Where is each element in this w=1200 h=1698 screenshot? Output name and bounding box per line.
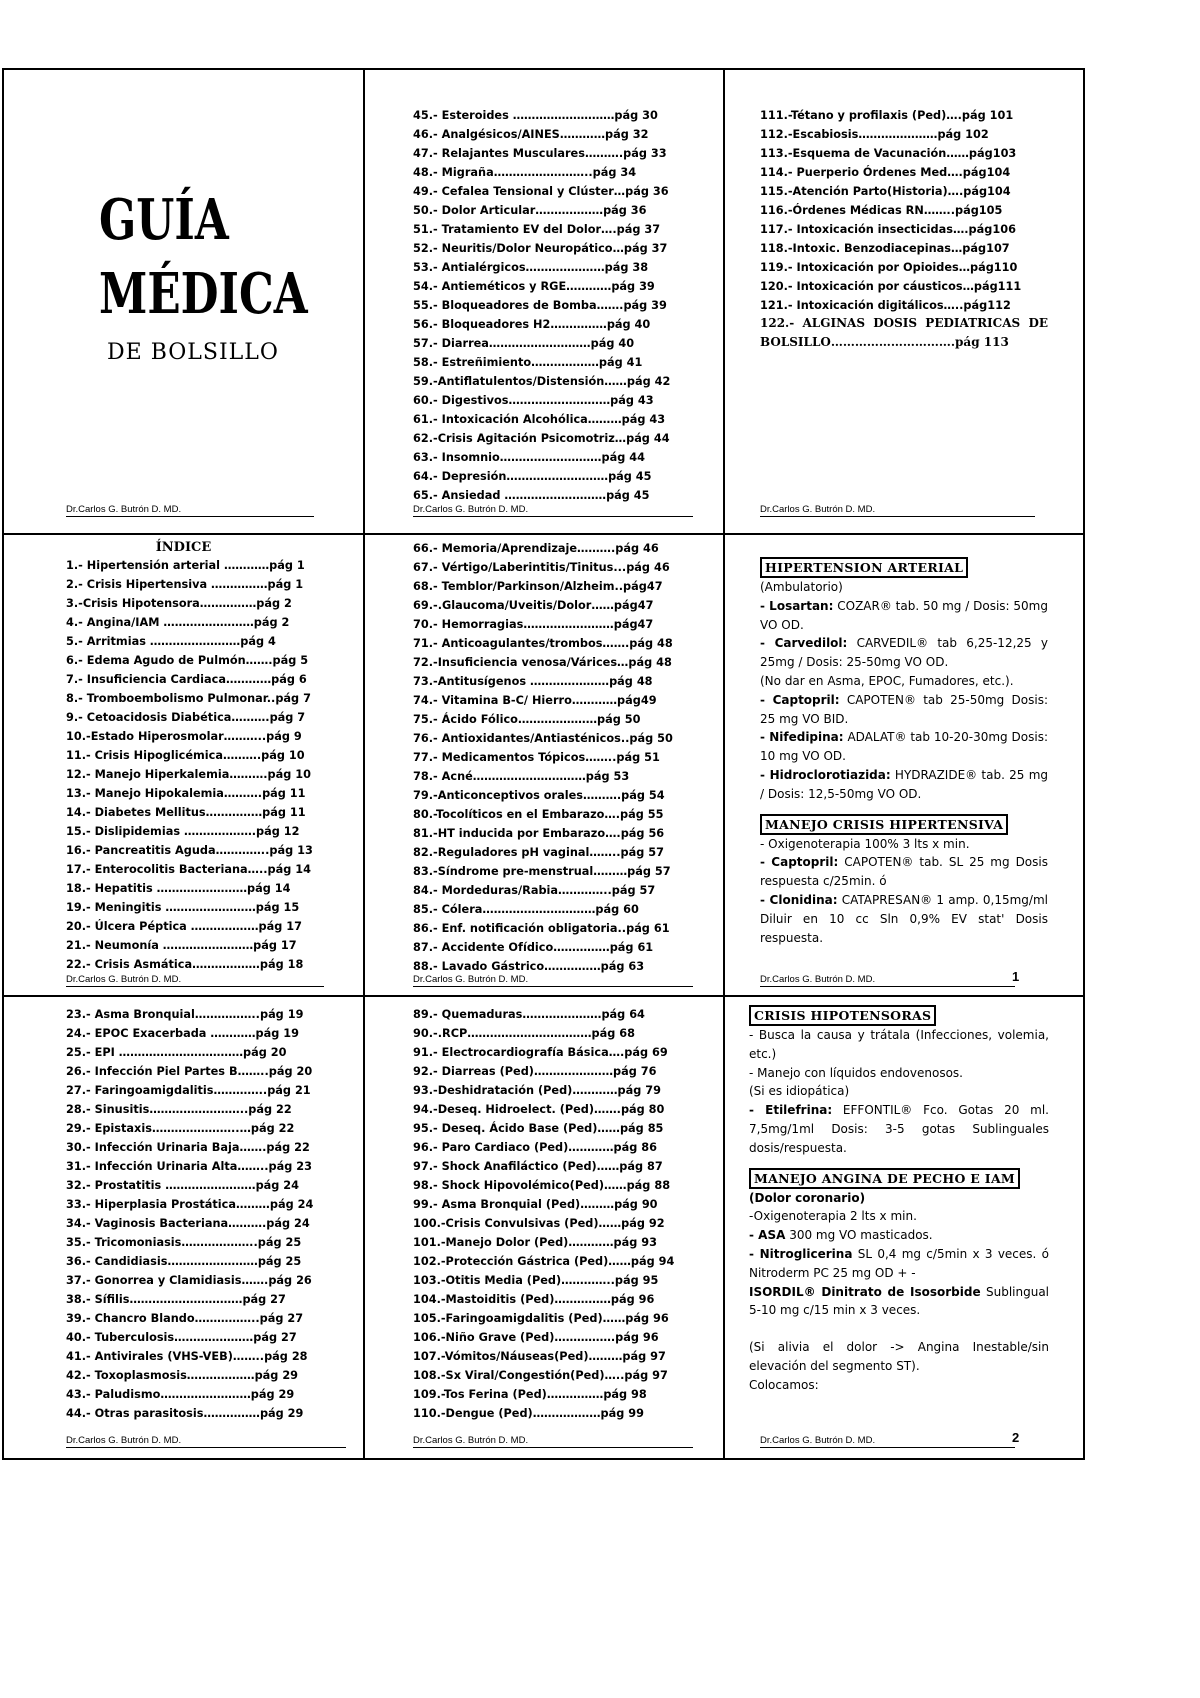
page-number: 1: [1012, 969, 1020, 984]
toc-item: 16.- Pancreatitis Aguda…………..pág 13: [66, 844, 313, 857]
toc-item: 41.- Antivirales (VHS-VEB)……..pág 28: [66, 1350, 308, 1363]
toc-item: 55.- Bloqueadores de Bomba…….pág 39: [413, 299, 667, 312]
toc-item: 57.- Diarrea………………………pág 40: [413, 337, 635, 350]
toc-item: 87.- Accidente Ofídico……………pág 61: [413, 941, 654, 954]
drug-name: - Losartan:: [760, 598, 834, 613]
line-text: Sublingual 5-10 mg c/15 min x 3 veces.: [749, 1284, 1050, 1318]
toc-item: 26.- Infección Piel Partes B……..pág 20: [66, 1065, 313, 1078]
toc-item: 44.- Otras parasitosis……………pág 29: [66, 1407, 304, 1420]
toc-item: 64.- Depresión………………………pág 45: [413, 470, 652, 483]
toc-item: 2.- Crisis Hipertensiva ……………pág 1: [66, 578, 304, 591]
text-line: [749, 1226, 1049, 1245]
toc-item: 84.- Mordeduras/Rabia…………..pág 57: [413, 884, 656, 897]
toc-item: 54.- Antieméticos y RGE…………pág 39: [413, 280, 655, 293]
section-title-hypertensive-crisis: MANEJO CRISIS HIPERTENSIVA: [760, 814, 1008, 835]
toc-item: 20.- Úlcera Péptica ………………pág 17: [66, 920, 302, 933]
text-line: [749, 1207, 1049, 1226]
drug-name: - Nitroglicerina: [749, 1246, 853, 1261]
text-line: [760, 634, 1048, 672]
toc-item: 32.- Prostatitis ……………………pág 24: [66, 1179, 300, 1192]
toc-item: 42.- Toxoplasmosis………………pág 29: [66, 1369, 299, 1382]
toc-item: 90.-.RCP……………………………pág 68: [413, 1027, 635, 1040]
toc-item: 114.- Puerperio Órdenes Med….pág104: [760, 166, 1011, 179]
toc-item: 86.- Enf. notificación obligatoria..pág 61: [413, 922, 670, 935]
text-line: [760, 691, 1048, 729]
toc-item: 37.- Gonorrea y Clamidiasis…….pág 26: [66, 1274, 312, 1287]
toc-item: 11.- Crisis Hipoglicémica……….pág 10: [66, 749, 305, 762]
toc-item: 34.- Vaginosis Bacteriana……….pág 24: [66, 1217, 310, 1230]
signature: Dr.Carlos G. Butrón D. MD.: [66, 1435, 346, 1448]
drug-name: - Captopril:: [760, 692, 840, 707]
text-line: [760, 672, 1048, 691]
section-subtitle-angina: (Dolor coronario): [749, 1190, 866, 1205]
toc-item: 5.- Arritmias ……………………pág 4: [66, 635, 276, 648]
toc-item: 61.- Intoxicación Alcohólica………pág 43: [413, 413, 666, 426]
toc-item: 96.- Paro Cardiaco (Ped)…………pág 86: [413, 1141, 657, 1154]
toc-item: 95.- Deseq. Ácido Base (Ped)……pág 85: [413, 1122, 664, 1135]
toc-item: 105.-Faringoamigdalitis (Ped)……pág 96: [413, 1312, 669, 1325]
toc-item: 111.-Tétano y profilaxis (Ped)….pág 101: [760, 109, 1014, 122]
toc-item: 38.- Sífilis…………………………pág 27: [66, 1293, 286, 1306]
drug-name: - Clonidina:: [760, 892, 838, 907]
text-line: [749, 1376, 1049, 1395]
toc-item: 45.- Esteroides ………………………pág 30: [413, 109, 658, 122]
toc-item: 59.-Antiflatulentos/Distensión……pág 42: [413, 375, 671, 388]
section-title-hypertension: HIPERTENSION ARTERIAL: [760, 557, 968, 578]
toc-item: 85.- Cólera…………………………pág 60: [413, 903, 639, 916]
toc-item: 101.-Manejo Dolor (Ped)…………pág 93: [413, 1236, 657, 1249]
toc-item: 80.-Tocolíticos en el Embarazo….pág 55: [413, 808, 664, 821]
index-title: ÍNDICE: [155, 540, 212, 555]
text-line: [749, 1320, 1049, 1338]
toc-item: 21.- Neumonía ……………………pág 17: [66, 939, 297, 952]
text-line: [760, 597, 1048, 635]
toc-item: 119.- Intoxicación por Opioides…pág110: [760, 261, 1018, 274]
toc-item: 51.- Tratamiento EV del Dolor….pág 37: [413, 223, 661, 236]
line-text: HYDRAZIDE® tab. 25 mg / Dosis: 12,5-50mg VO OD.: [760, 767, 1048, 801]
toc-item: 120.- Intoxicación por cáusticos…pág111: [760, 280, 1022, 293]
toc-item: 113.-Esquema de Vacunación……pág103: [760, 147, 1017, 160]
toc-item: 69.-.Glaucoma/Uveitis/Dolor……pág47: [413, 599, 654, 612]
index-panel: [4, 535, 363, 995]
toc-item: 89.- Quemaduras…………………pág 64: [413, 1008, 645, 1021]
toc-item: 91.- Electrocardiografía Básica….pág 69: [413, 1046, 668, 1059]
toc-item: 15.- Dislipidemias ……………….pág 12: [66, 825, 300, 838]
cover-panel: [4, 70, 363, 533]
line-text: ADALAT® tab 10-20-30mg Dosis: 10 mg VO OD.: [760, 730, 1048, 764]
toc-item: 24.- EPOC Exacerbada …………pág 19: [66, 1027, 300, 1040]
toc-panel-23-44: [4, 997, 363, 1458]
toc-item: 118.-Intoxic. Benzodiacepinas…pág107: [760, 242, 1010, 255]
drug-name: - Captopril:: [760, 855, 839, 870]
line-text: (Ambulatorio): [760, 580, 843, 594]
toc-item: 116.-Órdenes Médicas RN……..pág105: [760, 204, 1003, 217]
toc-item: 50.- Dolor Articular………………pág 36: [413, 204, 647, 217]
text-line: [760, 578, 1048, 597]
text-line: [760, 891, 1048, 947]
signature: Dr.Carlos G. Butrón D. MD.: [413, 974, 693, 987]
toc-panel-89-110: [365, 997, 723, 1458]
toc-item: 28.- Sinusitis……………………..pág 22: [66, 1103, 292, 1116]
page-2-panel: [725, 997, 1083, 1458]
line-text: COZAR® tab. 50 mg / Dosis: 50mg VO OD.: [760, 598, 1048, 632]
section-title-angina: MANEJO ANGINA DE PECHO E IAM: [749, 1168, 1020, 1189]
toc-item: 35.- Tricomoniasis………………..pág 25: [66, 1236, 302, 1249]
line-text: EFFONTIL® Fco. Gotas 20 ml. 7,5mg/1ml Dosis: 3-5 gotas Sublinguales dosis/respuesta.: [749, 1103, 1049, 1155]
toc-item: 12.- Manejo Hiperkalemia……….pág 10: [66, 768, 311, 781]
toc-item: 4.- Angina/IAM ……………………pág 2: [66, 616, 290, 629]
toc-item: 115.-Atención Parto(Historia)….pág104: [760, 185, 1011, 198]
line-text: (Si es idiopática): [749, 1084, 850, 1099]
toc-item: 104.-Mastoiditis (Ped)……………pág 96: [413, 1293, 655, 1306]
text-line: [760, 835, 1048, 854]
toc-item: 27.- Faringoamigdalitis…………..pág 21: [66, 1084, 311, 1097]
toc-item: 9.- Cetoacidosis Diabética……….pág 7: [66, 711, 306, 724]
toc-item: 83.-Síndrome pre-menstrual………pág 57: [413, 865, 671, 878]
toc-item: 29.- Epistaxis…………………..…pág 22: [66, 1122, 295, 1135]
line-text: (Si alivia el dolor -> Angina Inestable/sin elevación del segmento ST).: [749, 1340, 1049, 1373]
cover-title-line2: MÉDICA: [99, 261, 308, 327]
toc-item: 82.-Reguladores pH vaginal……..pág 57: [413, 846, 665, 859]
toc-item: 19.- Meningitis ……………………pág 15: [66, 901, 300, 914]
drug-name: - Etilefrina:: [749, 1103, 833, 1118]
toc-item: 97.- Shock Anafiláctico (Ped)……pág 87: [413, 1160, 663, 1173]
line-text: CAPOTEN® tab 25-50mg Dosis: 25 mg VO BID.: [760, 692, 1048, 726]
section-body-hypertension: [760, 578, 1048, 804]
toc-item: 23.- Asma Bronquial……………..pág 19: [66, 1008, 304, 1021]
text-line: [749, 1082, 1049, 1101]
toc-item: 65.- Ansiedad ………………………pág 45: [413, 489, 650, 502]
drug-name: - ASA: [749, 1228, 786, 1243]
toc-item: 73.-Antitusígenos …………………pág 48: [413, 675, 653, 688]
toc-item: 79.-Anticonceptivos orales……….pág 54: [413, 789, 665, 802]
toc-item: 70.- Hemorragias……………………pág47: [413, 618, 654, 631]
toc-list: [66, 1005, 313, 1423]
toc-item: 52.- Neuritis/Dolor Neuropático…pág 37: [413, 242, 668, 255]
toc-item: 81.-HT inducida por Embarazo….pág 56: [413, 827, 665, 840]
drug-name: ISORDIL® Dinitrato de Isosorbide: [749, 1284, 981, 1299]
toc-item: 94.-Deseq. Hidroelect. (Ped)…….pág 80: [413, 1103, 665, 1116]
signature: Dr.Carlos G. Butrón D. MD.: [413, 1435, 693, 1448]
toc-list: [413, 539, 673, 976]
toc-item: 92.- Diarreas (Ped)…………………pág 76: [413, 1065, 657, 1078]
toc-item: 53.- Antialérgicos…………………pág 38: [413, 261, 649, 274]
page-number: 2: [1012, 1430, 1020, 1445]
page-1-panel: [725, 535, 1083, 995]
drug-name: - Carvedilol:: [760, 636, 848, 651]
line-text: - Busca la causa y trátala (Infecciones, volemia, etc.): [749, 1028, 1049, 1061]
toc-item: 108.-Sx Viral/Congestión(Ped)…..pág 97: [413, 1369, 668, 1382]
drug-name: - Hidroclorotiazida:: [760, 767, 891, 782]
toc-item: 47.- Relajantes Musculares……….pág 33: [413, 147, 667, 160]
text-line: [749, 1338, 1049, 1376]
toc-list: [760, 106, 1021, 315]
cover-title-line1: GUÍA: [99, 187, 229, 253]
toc-item: 56.- Bloqueadores H2……………pág 40: [413, 318, 651, 331]
line-text: Colocamos:: [749, 1377, 819, 1392]
text-line: [749, 1101, 1049, 1157]
toc-item: 103.-Otitis Media (Ped)…………..pág 95: [413, 1274, 659, 1287]
toc-item: 66.- Memoria/Aprendizaje……….pág 46: [413, 542, 659, 555]
toc-item: 39.- Chancro Blando……………..pág 27: [66, 1312, 304, 1325]
toc-item: 8.- Tromboembolismo Pulmonar..pág 7: [66, 692, 311, 705]
toc-item: 98.- Shock Hipovolémico(Ped)……pág 88: [413, 1179, 671, 1192]
signature: Dr.Carlos G. Butrón D. MD.: [760, 974, 1015, 987]
toc-item: 121.- Intoxicación digitálicos…..pág112: [760, 299, 1011, 312]
section-body-hypotensive-crisis: [749, 1026, 1049, 1158]
line-text: - Manejo con líquidos endovenosos.: [749, 1065, 963, 1080]
toc-item: 107.-Vómitos/Náuseas(Ped)………pág 97: [413, 1350, 666, 1363]
toc-item: 68.- Temblor/Parkinson/Alzheim..pág47: [413, 580, 663, 593]
toc-item: 60.- Digestivos………………………pág 43: [413, 394, 654, 407]
toc-item: 58.- Estreñimiento………………pág 41: [413, 356, 643, 369]
toc-item: 63.- Insomnio………………………pág 44: [413, 451, 645, 464]
toc-item: 78.- Acné…………………………pág 53: [413, 770, 630, 783]
toc-item: 71.- Anticoagulantes/trombos…….pág 48: [413, 637, 673, 650]
toc-item: 62.-Crisis Agitación Psicomotriz…pág 44: [413, 432, 670, 445]
toc-panel-66-88: [365, 535, 723, 995]
text-line: [749, 1026, 1049, 1064]
section-body-angina: [749, 1207, 1049, 1394]
toc-item: 117.- Intoxicación insecticidas….pág106: [760, 223, 1016, 236]
toc-item: 75.- Ácido Fólico…………………pág 50: [413, 713, 641, 726]
toc-item: 109.-Tos Ferina (Ped)……………pág 98: [413, 1388, 647, 1401]
signature: Dr.Carlos G. Butrón D. MD.: [413, 504, 693, 517]
toc-item: 76.- Antioxidantes/Antiasténicos..pág 50: [413, 732, 673, 745]
toc-item: 31.- Infección Urinaria Alta……..pág 23: [66, 1160, 313, 1173]
text-line: [749, 1064, 1049, 1083]
toc-item: 46.- Analgésicos/AINES…………pág 32: [413, 128, 649, 141]
toc-item: 7.- Insuficiencia Cardiaca…………pág 6: [66, 673, 307, 686]
cover-subtitle: DE BOLSILLO: [107, 340, 279, 365]
toc-item: 13.- Manejo Hipokalemia……….pág 11: [66, 787, 306, 800]
line-text: 300 mg VO masticados.: [785, 1228, 933, 1243]
toc-item: 1.- Hipertensión arterial …………pág 1: [66, 559, 305, 572]
toc-item: 93.-Deshidratación (Ped)…………pág 79: [413, 1084, 661, 1097]
toc-list: [66, 556, 313, 974]
text-line: [760, 853, 1048, 891]
toc-item: 14.- Diabetes Mellitus……………pág 11: [66, 806, 306, 819]
toc-item: 74.- Vitamina B-C/ Hierro…………pág49: [413, 694, 657, 707]
signature: Dr.Carlos G. Butrón D. MD.: [66, 504, 314, 517]
toc-item: 99.- Asma Bronquial (Ped)………pág 90: [413, 1198, 658, 1211]
toc-item: 88.- Lavado Gástrico……………pág 63: [413, 960, 645, 973]
toc-panel-45-65: [365, 70, 723, 533]
line-text: CARVEDIL® tab 6,25-12,25 y 25mg / Dosis: 25-50mg VO OD.: [760, 636, 1048, 670]
toc-item: 40.- Tuberculosis…………………pág 27: [66, 1331, 297, 1344]
toc-list: [413, 106, 670, 505]
text-line: [749, 1245, 1049, 1283]
line-text: CATAPRESAN® 1 amp. 0,15mg/ml Diluir en 10 cc Sln 0,9% EV stat' Dosis respuesta.: [760, 892, 1048, 945]
toc-item: 22.- Crisis Asmática………………pág 18: [66, 958, 304, 971]
line-text: -Oxigenoterapia 2 lts x min.: [749, 1209, 917, 1224]
text-line: [760, 766, 1048, 804]
toc-item: 18.- Hepatitis ……………………pág 14: [66, 882, 291, 895]
toc-item-special: 122.- ALGINAS DOSIS PEDIATRICAS DE BOLSILLO………………………….pág 113: [760, 316, 1048, 349]
signature: Dr.Carlos G. Butrón D. MD.: [66, 974, 324, 987]
toc-item: 3.-Crisis Hipotensora……………pág 2: [66, 597, 292, 610]
toc-item: 67.- Vértigo/Laberintitis/Tinitus...pág 46: [413, 561, 670, 574]
text-line: [749, 1283, 1049, 1321]
booklet-grid: [2, 68, 1085, 1460]
line-text: - Oxigenoterapia 100% 3 lts x min.: [760, 836, 970, 851]
toc-item: 43.- Paludismo……………………pág 29: [66, 1388, 295, 1401]
toc-item: 72.-Insuficiencia venosa/Várices…pág 48: [413, 656, 672, 669]
toc-item: 36.- Candidiasis……………………pág 25: [66, 1255, 302, 1268]
toc-item: 10.-Estado Hiperosmolar………..pág 9: [66, 730, 302, 743]
toc-item: 30.- Infección Urinaria Baja…….pág 22: [66, 1141, 310, 1154]
toc-item: 112.-Escabiosis…………………pág 102: [760, 128, 989, 141]
toc-item: 102.-Protección Gástrica (Ped)……pág 94: [413, 1255, 675, 1268]
toc-item: 17.- Enterocolitis Bacteriana…..pág 14: [66, 863, 311, 876]
toc-item: 25.- EPI ……………………………pág 20: [66, 1046, 287, 1059]
line-text: SL 0,4 mg c/5min x 3 veces. ó Nitroderm PC 25 mg OD + -: [749, 1246, 1049, 1280]
toc-item: 6.- Edema Agudo de Pulmón…….pág 5: [66, 654, 309, 667]
line-text: (No dar en Asma, EPOC, Fumadores, etc.).: [760, 673, 1014, 688]
toc-item: 49.- Cefalea Tensional y Clúster…pág 36: [413, 185, 669, 198]
toc-item: 48.- Migraña……………………..pág 34: [413, 166, 637, 179]
toc-item: 100.-Crisis Convulsivas (Ped)……pág 92: [413, 1217, 665, 1230]
text-line: [760, 728, 1048, 766]
section-body-hypertensive-crisis: [760, 835, 1048, 948]
section-title-hypotensive-crisis: CRISIS HIPOTENSORAS: [749, 1005, 936, 1026]
drug-name: - Nifedipina:: [760, 730, 844, 745]
toc-item: 33.- Hiperplasia Prostática………pág 24: [66, 1198, 314, 1211]
signature: Dr.Carlos G. Butrón D. MD.: [760, 1435, 1015, 1448]
line-text: CAPOTEN® tab. SL 25 mg Dosis respuesta c/25min. ó: [760, 855, 1048, 889]
toc-item: 106.-Niño Grave (Ped)…………….pág 96: [413, 1331, 659, 1344]
toc-panel-111-122: [725, 70, 1083, 533]
signature: Dr.Carlos G. Butrón D. MD.: [760, 504, 1035, 517]
toc-list: [413, 1005, 674, 1423]
toc-item: 77.- Medicamentos Tópicos……..pág 51: [413, 751, 660, 764]
toc-item: 110.-Dengue (Ped)………………pág 99: [413, 1407, 644, 1420]
